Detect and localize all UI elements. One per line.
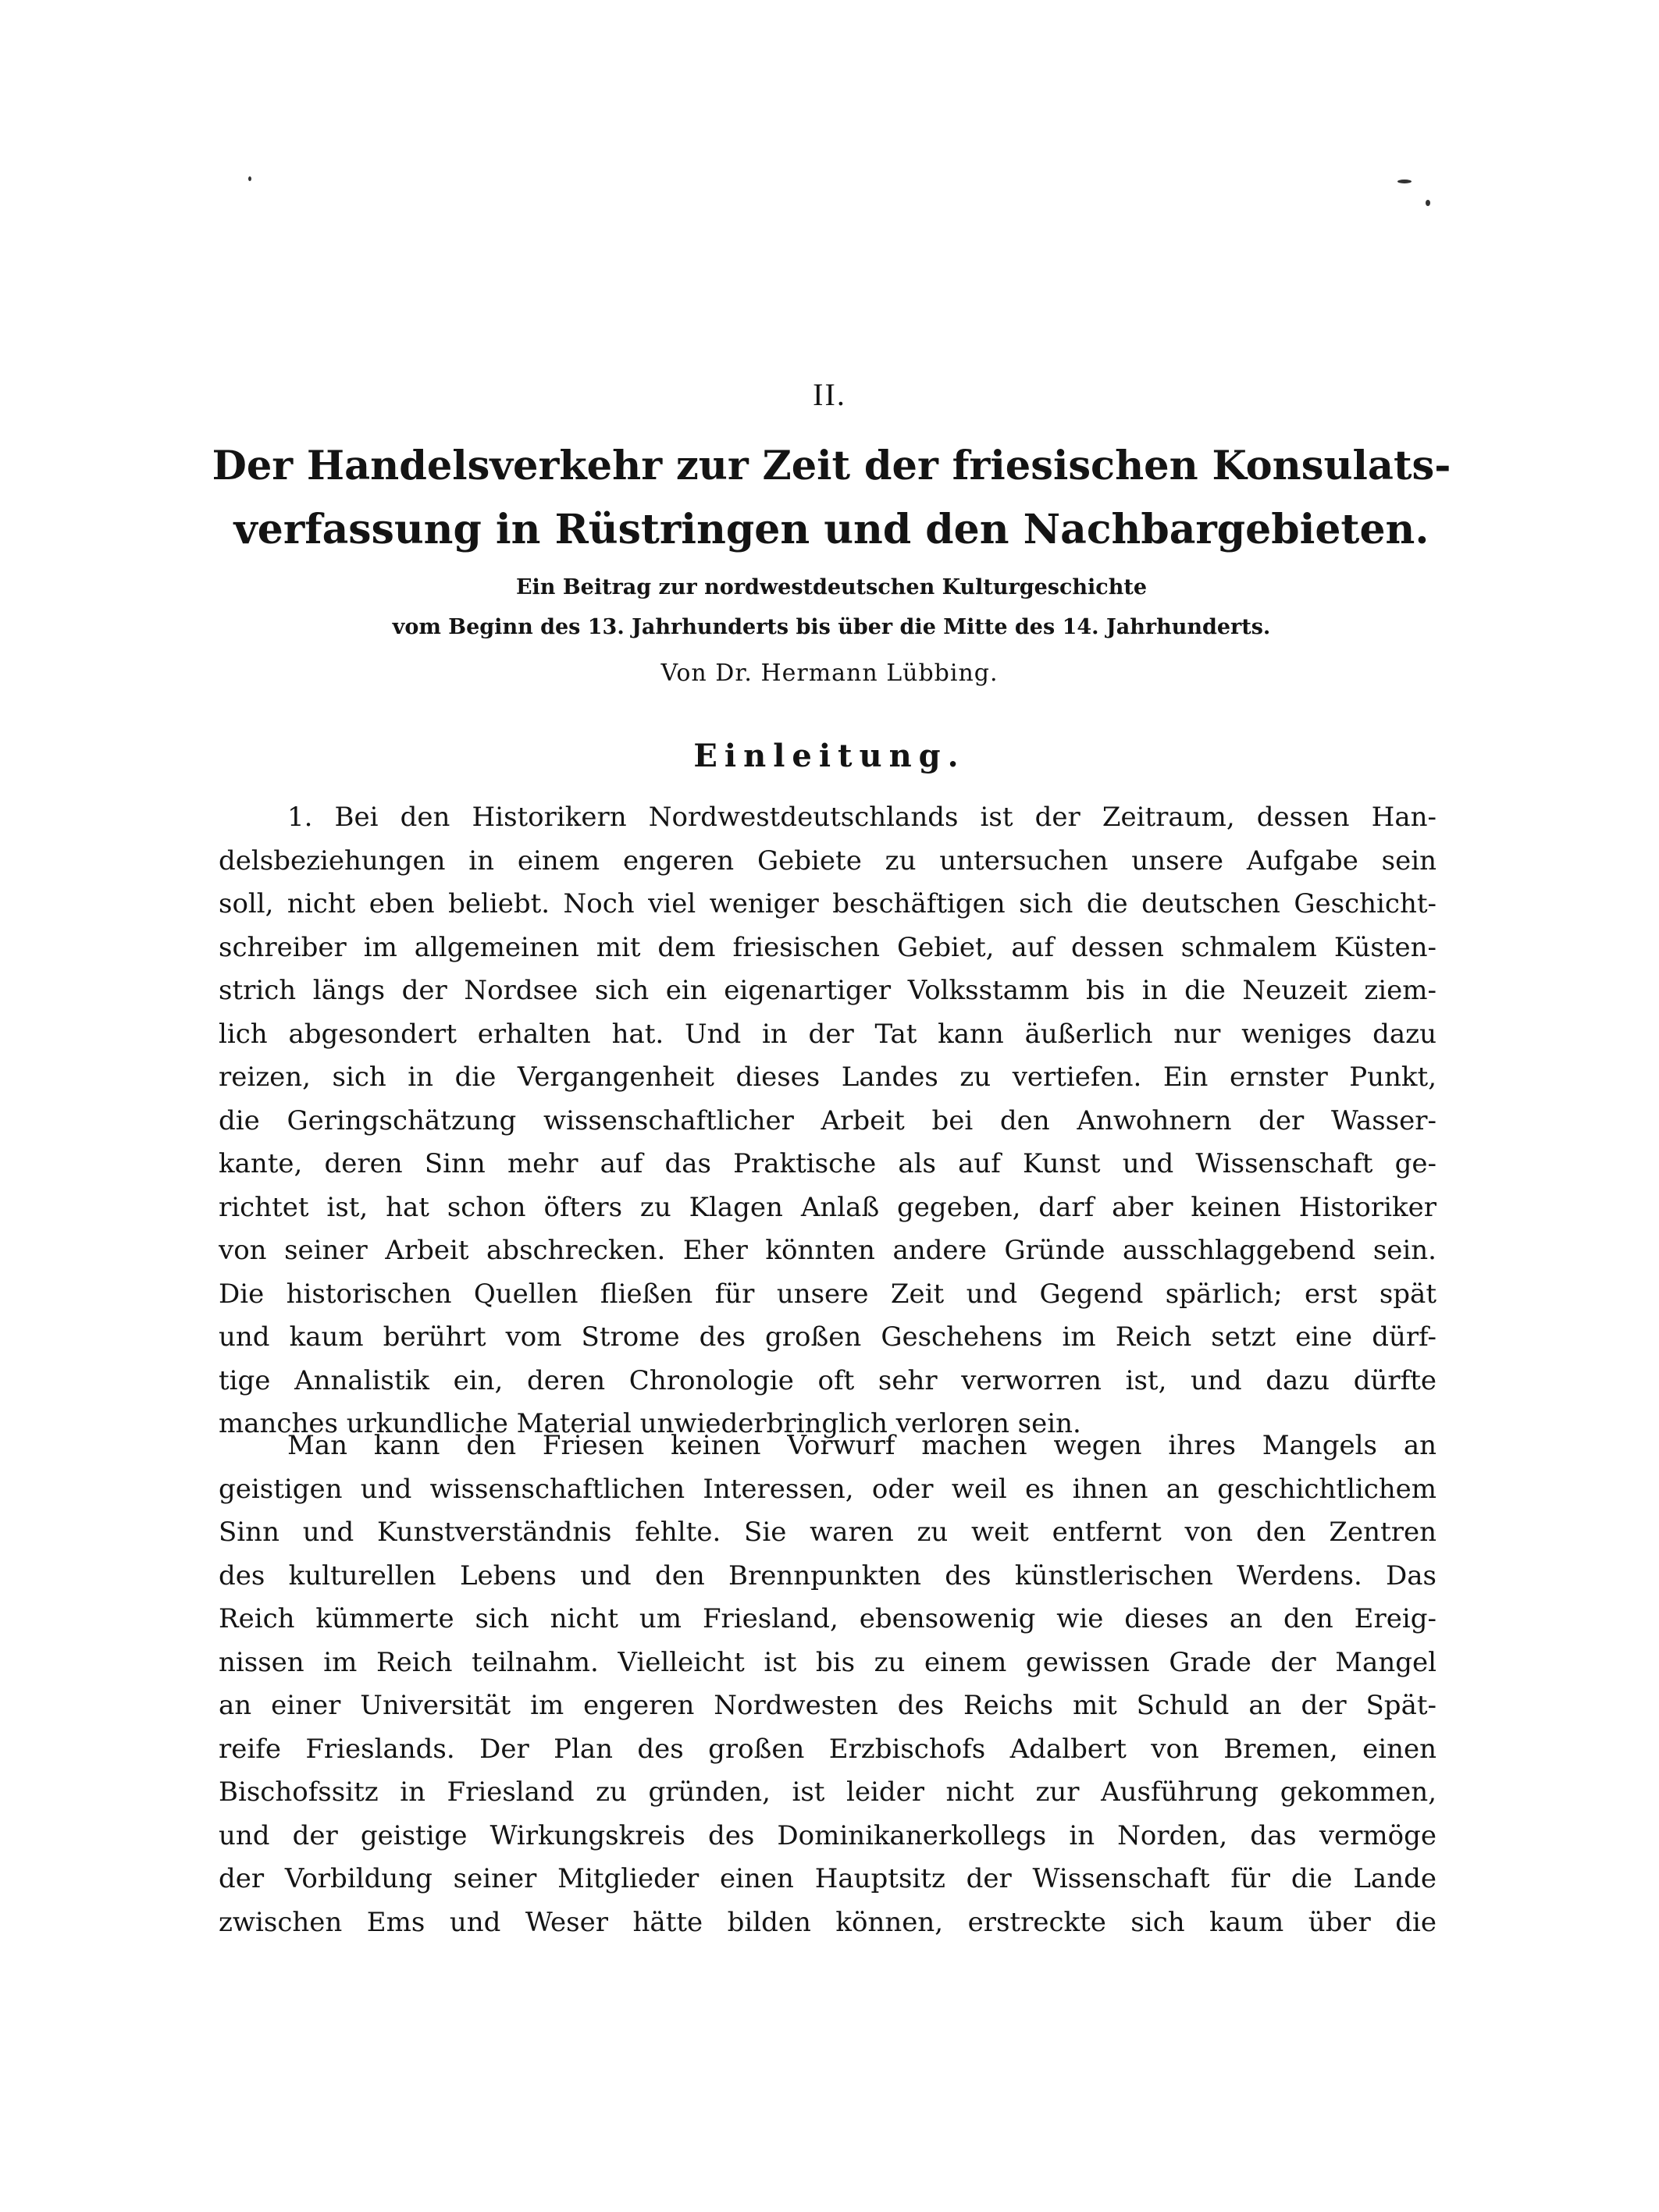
- text-line: schreiber im allgemeinen mit dem friesischen Gebiet, auf dessen schmalem Küsten-: [219, 931, 1436, 963]
- paragraph: [219, 796, 1436, 1446]
- scan-speck: [248, 176, 251, 181]
- text-line: richtet ist, hat schon öfters zu Klagen Anlaß gegeben, darf aber keinen Historiker: [219, 1191, 1436, 1223]
- text-line: strich längs der Nordsee sich ein eigenartiger Volksstamm bis in die Neuzeit ziem-: [219, 975, 1436, 1006]
- text-line: zwischen Ems und Weser hätte bilden können, erstreckte sich kaum über die: [219, 1906, 1436, 1938]
- text-line: lich abgesondert erhalten hat. Und in der Tat kann äußerlich nur weniges dazu: [219, 1018, 1436, 1050]
- text-line: geistigen und wissenschaftlichen Interessen, oder weil es ihnen an geschichtlichem: [219, 1473, 1436, 1505]
- text-line: Reich kümmerte sich nicht um Friesland, ebensowenig wie dieses an den Ereig-: [219, 1603, 1436, 1634]
- paragraph: [219, 1424, 1436, 1944]
- text-line: Die historischen Quellen fließen für unsere Zeit und Gegend spärlich; erst spät: [219, 1278, 1436, 1310]
- text-line: nissen im Reich teilnahm. Vielleicht ist bis zu einem gewissen Grade der Mangel: [219, 1646, 1436, 1678]
- text-line: Bischofssitz in Friesland zu gründen, ist leider nicht zur Ausführung gekommen,: [219, 1776, 1436, 1808]
- text-line: an einer Universität im engeren Nordwesten des Reichs mit Schuld an der Spät-: [219, 1690, 1436, 1721]
- text-line: 1. Bei den Historikern Nordwestdeutschlands ist der Zeitraum, dessen Han-: [287, 802, 1436, 833]
- text-line: und kaum berührt vom Strome des großen Geschehens im Reich setzt eine dürf-: [219, 1321, 1436, 1353]
- text-line: die Geringschätzung wissenschaftlicher Arbeit bei den Anwohnern der Wasser-: [219, 1104, 1436, 1136]
- text-line: der Vorbildung seiner Mitglieder einen Hauptsitz der Wissenschaft für die Lande: [219, 1863, 1436, 1894]
- subtitle-line: vom Beginn des 13. Jahrhunderts bis über die Mitte des 14. Jahrhunderts.: [392, 615, 1271, 639]
- text-line: Man kann den Friesen keinen Vorwurf machen wegen ihres Mangels an: [287, 1430, 1436, 1461]
- article-title: [211, 434, 1452, 562]
- title-line: verfassung in Rüstringen und den Nachbargebieten.: [233, 506, 1429, 553]
- text-line: kante, deren Sinn mehr auf das Praktische als auf Kunst und Wissenschaft ge-: [219, 1148, 1436, 1179]
- text-line: soll, nicht eben beliebt. Noch viel weniger beschäftigen sich die deutschen Geschicht-: [219, 888, 1436, 919]
- text-line: Sinn und Kunstverständnis fehlte. Sie waren zu weit entfernt von den Zentren: [219, 1517, 1436, 1548]
- author-line: Von Dr. Hermann Lübbing.: [660, 660, 999, 687]
- part-number: II.: [813, 377, 846, 412]
- text-line: tige Annalistik ein, deren Chronologie oft sehr verworren ist, und dazu dürfte: [219, 1364, 1436, 1396]
- text-line: des kulturellen Lebens und den Brennpunkten des künstlerischen Werdens. Das: [219, 1559, 1436, 1591]
- text-line: reizen, sich in die Vergangenheit dieses Landes zu vertiefen. Ein ernster Punkt,: [219, 1062, 1436, 1093]
- text-line: reife Frieslands. Der Plan des großen Erzbischofs Adalbert von Bremen, einen: [219, 1733, 1436, 1765]
- scan-speck: [1426, 200, 1430, 206]
- subtitle-line: Ein Beitrag zur nordwestdeutschen Kulturgeschichte: [515, 575, 1148, 599]
- text-line: manches urkundliche Material unwiederbringlich verloren sein.: [219, 1408, 1081, 1439]
- scan-speck: [1397, 180, 1412, 183]
- text-line: und der geistige Wirkungskreis des Dominikanerkollegs in Norden, das vermöge: [219, 1819, 1436, 1851]
- text-line: von seiner Arbeit abschrecken. Eher könnten andere Gründe ausschlaggebend sein.: [219, 1235, 1436, 1266]
- text-line: delsbeziehungen in einem engeren Gebiete zu untersuchen unsere Aufgabe sein: [219, 845, 1436, 877]
- title-line: Der Handelsverkehr zur Zeit der friesischen Konsulats-: [212, 443, 1451, 489]
- section-heading: Einleitung.: [693, 738, 966, 774]
